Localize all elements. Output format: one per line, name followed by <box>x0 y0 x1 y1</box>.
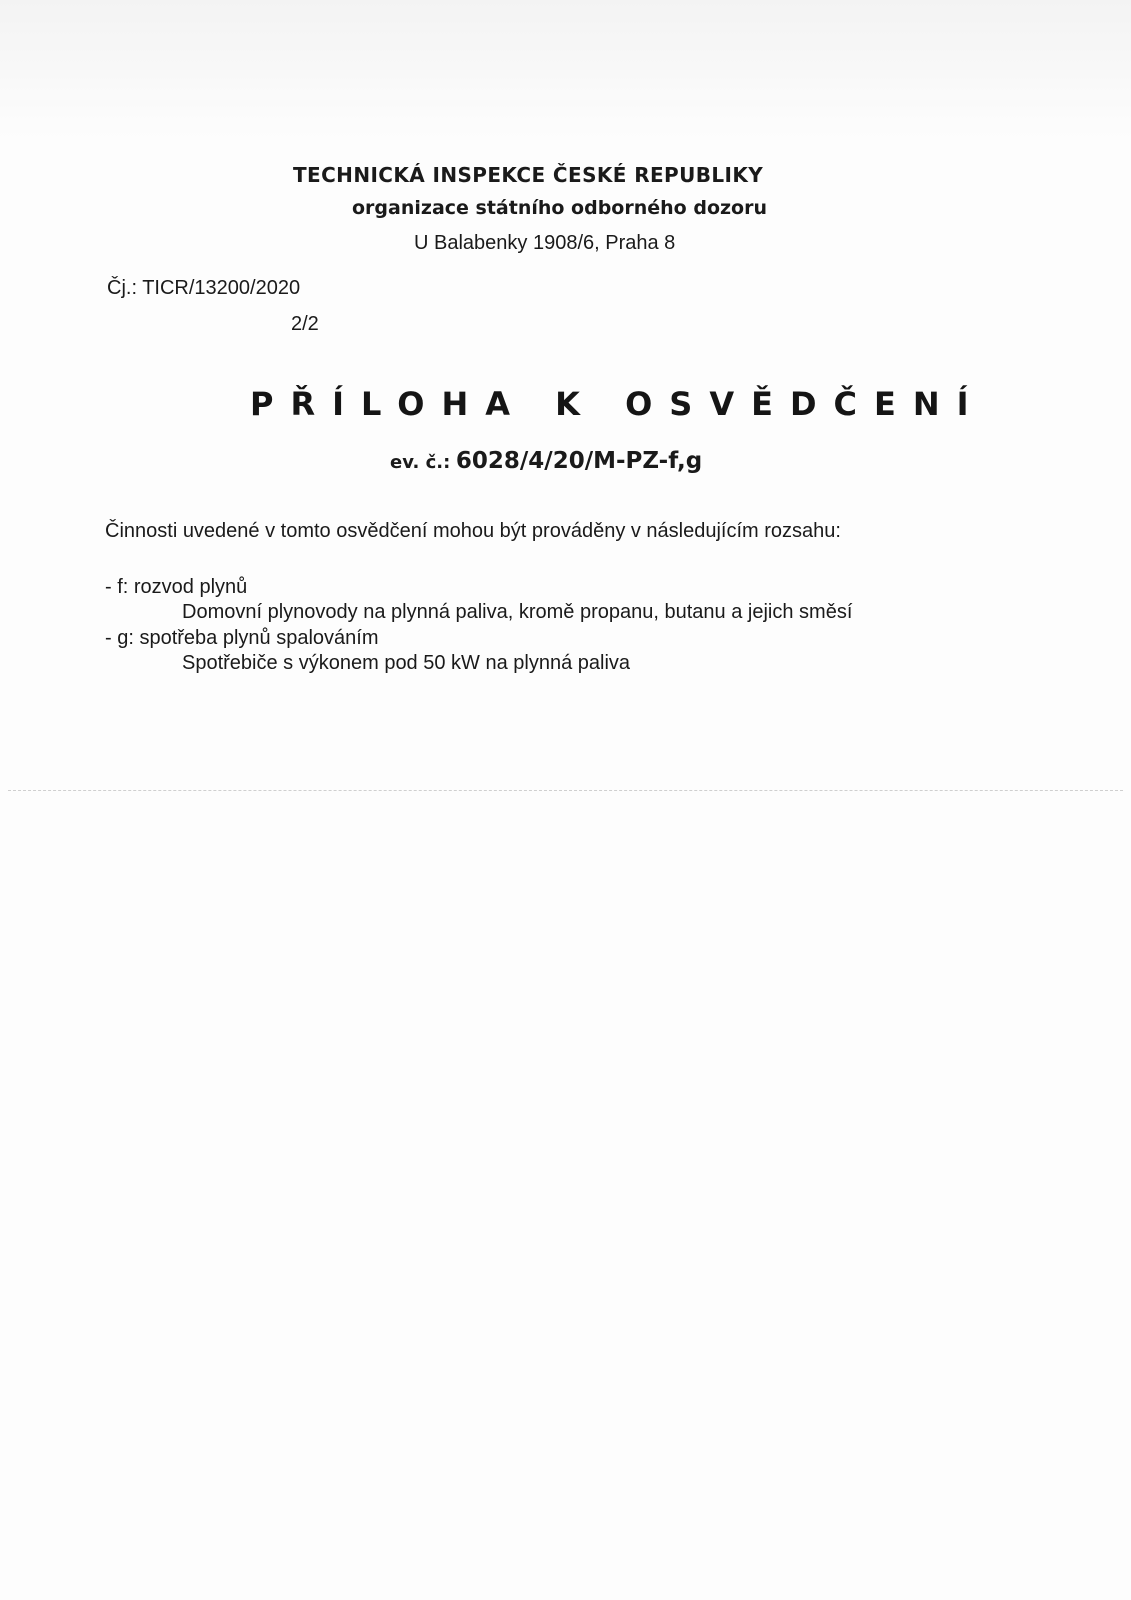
registration-label: ev. č.: <box>390 452 451 473</box>
item-description-g: Spotřebiče s výkonem pod 50 kW na plynná paliva <box>182 652 631 674</box>
registration-number: 6028/4/20/M-PZ-f,g <box>455 448 703 474</box>
scan-shading <box>0 0 1131 140</box>
page-count: 2/2 <box>291 313 319 335</box>
organization-address: U Balabenky 1908/6, Praha 8 <box>414 232 676 254</box>
registration-line <box>390 448 702 474</box>
organization-name: TECHNICKÁ INSPEKCE ČESKÉ REPUBLIKY <box>293 163 764 187</box>
organization-subtitle: organizace státního odborného dozoru <box>352 197 768 219</box>
document-title: PŘÍLOHA K OSVĚDČENÍ <box>250 385 986 423</box>
reference-number: Čj.: TICR/13200/2020 <box>107 277 301 299</box>
paper-fold-line <box>8 790 1123 791</box>
item-description-f: Domovní plynovody na plynná paliva, kromě propanu, butanu a jejich směsí <box>182 601 853 623</box>
item-heading-g: - g: spotřeba plynů spalováním <box>105 627 379 649</box>
item-heading-f: - f: rozvod plynů <box>105 576 248 598</box>
intro-text: Činnosti uvedené v tomto osvědčení mohou být prováděny v následujícím rozsahu: <box>105 520 841 542</box>
